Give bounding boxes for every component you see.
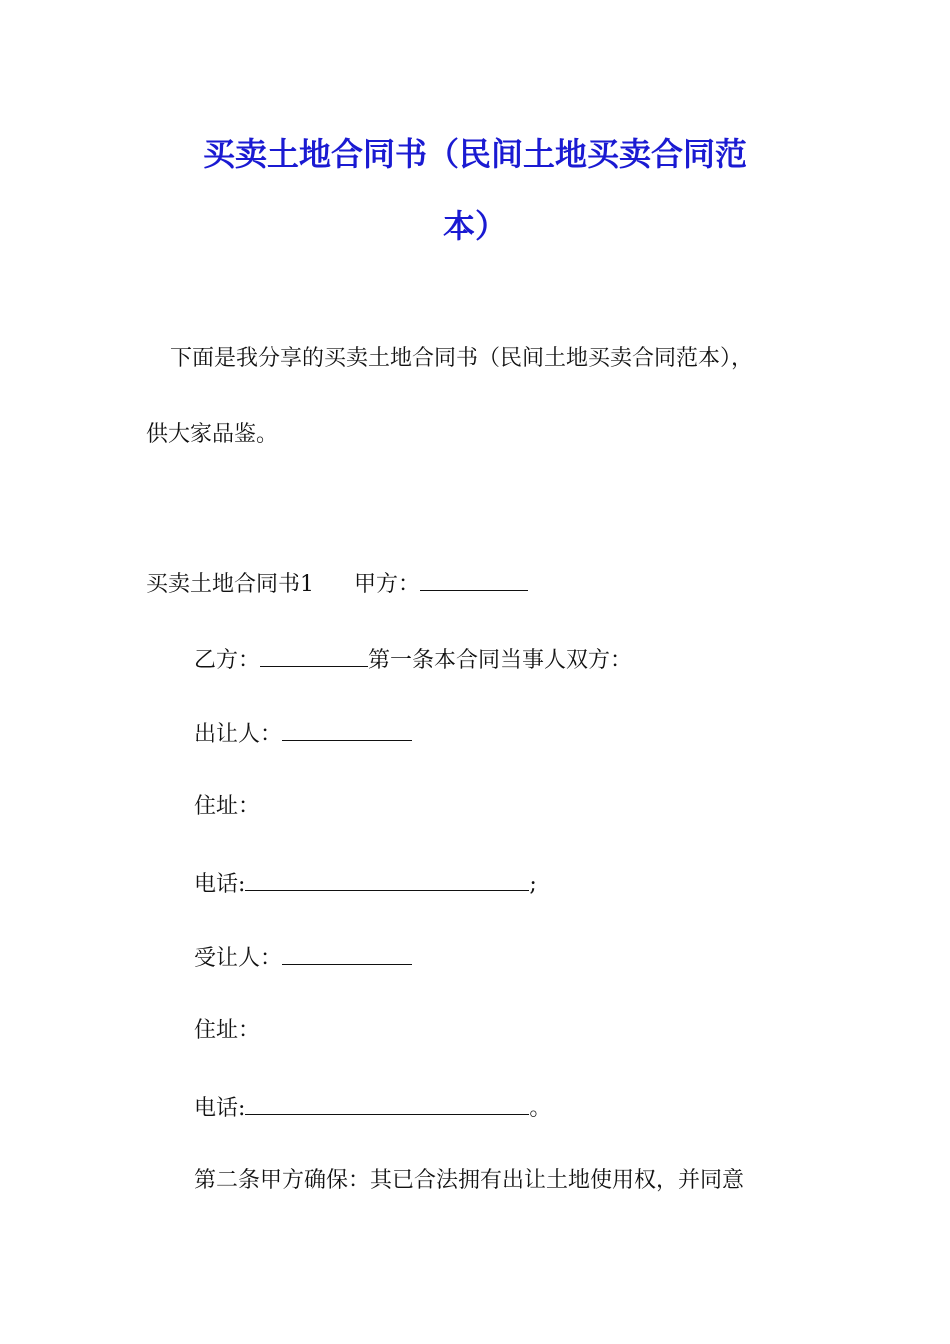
phone-1-line [194,868,537,900]
party-b-blank [260,644,368,667]
transferor-blank [282,718,412,741]
party-b-label: 乙方： [194,648,261,673]
phone-2-blank [245,1092,529,1115]
transferee-label: 受让人： [194,946,283,971]
contract-heading: 买卖土地合同书1 [146,572,314,597]
party-b-line [194,644,632,676]
transferee-line [194,942,412,974]
phone-1-blank [245,868,529,891]
intro-paragraph-line-1: 下面是我分享的买卖土地合同书（民间土地买卖合同范本）， [170,346,754,371]
transferor-line [194,718,412,750]
phone-2-end: 。 [529,1096,552,1121]
party-a-blank [420,568,528,591]
article-2-text: 第二条甲方确保：其已合法拥有出让土地使用权，并同意 [194,1168,745,1193]
document-title-line-2: 本） [442,207,507,245]
address-2-label: 住址： [194,1018,261,1043]
phone-1-label: 电话: [194,872,246,897]
contract-heading-line [146,568,528,600]
party-a-label: 甲方： [354,572,421,597]
phone-1-end: ; [529,872,537,897]
transferee-blank [282,942,412,965]
address-1-label: 住址： [194,794,261,819]
phone-2-line [194,1092,551,1124]
document-title-line-1: 买卖土地合同书（民间土地买卖合同范 [202,135,747,173]
transferor-label: 出让人： [194,722,283,747]
article-1-text: 第一条本合同当事人双方： [368,648,633,673]
intro-paragraph-line-2: 供大家品鉴。 [146,422,279,447]
phone-2-label: 电话: [194,1096,246,1121]
